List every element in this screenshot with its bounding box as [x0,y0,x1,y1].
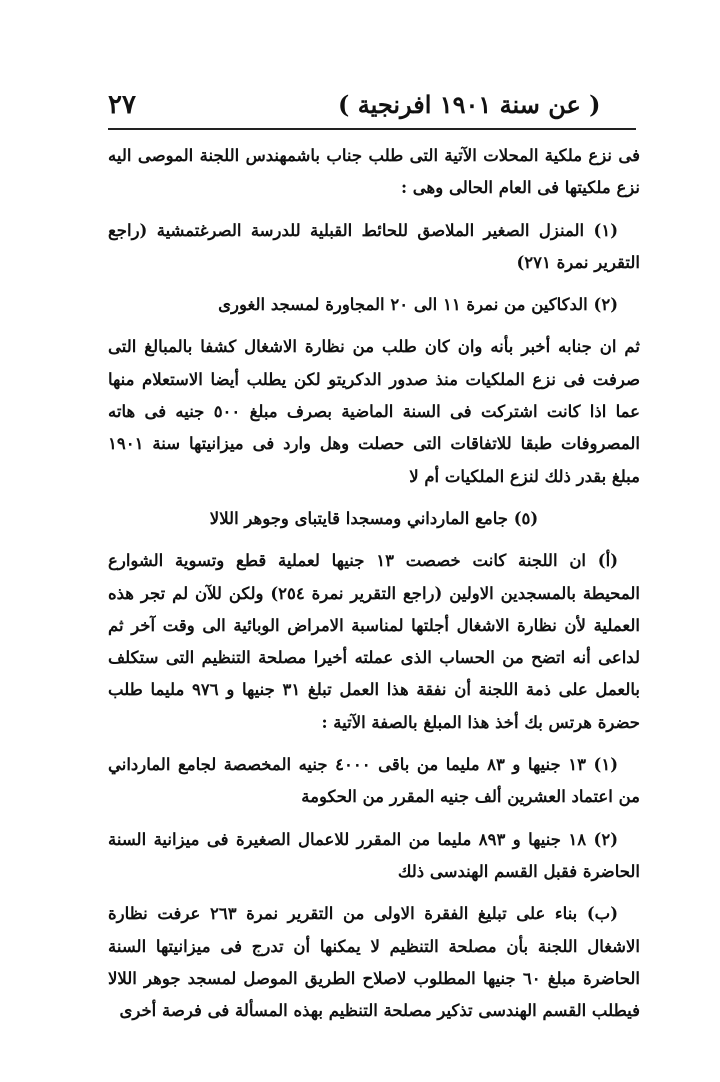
list-item-1: (١) المنزل الصغير الملاصق للحائط القبلية للدرسة الصرغتمشية (راجع التقرير نمرة ٢٧١) [108,220,640,272]
sub-item-2: (٢) ١٨ جنيها و ٨٩٣ مليما من المقرر للاعمال الصغيرة فى ميزانية السنة الحاضرة فقبل القسم الهندسى ذلك [108,829,640,881]
page-number: ٢٧ [108,90,136,120]
inquiry-paragraph: ثم ان جنابه أخبر بأنه وان كان طلب من نظارة الاشغال كشفا بالمبالغ التى صرفت فى نزع الملكيات منذ صدور الدكريتو لكن يطلب أيضا الاستعلام منها عما اذا كانت اشتركت فى السنة الماضية بصرف مبلغ ٥٠٠ جنيه فى هاته المصروفات طبقا للاتفاقات التى حصلت وهل وارد فى ميزانيتها سنة ١٩٠١ مبلغ بقدر ذلك لنزع الملكيات أم لا [108,337,641,486]
list-item-2: (٢) الدكاكين من نمرة ١١ الى ٢٠ المجاورة لمسجد الغورى [218,295,618,315]
running-title: ( عن سنة ١٩٠١ افرنجية ) [338,90,601,119]
paragraph-a: (أ) ان اللجنة كانت خصصت ١٣ جنيها لعملية قطع وتسوية الشوارع المحيطة بالمسجدين الاولين (راجع التقرير نمرة ٢٥٤) ولكن للآن لم تجر هذه العملية لأن نظارة الاشغال أجلتها لمناسبة الامراض الوبائية الى وقت آخر ثم لداعى أنه اتضح من الحساب الذى عملته أخيرا مصلحة التنظيم التى ستكلف بالعمل على ذمة اللجنة أن نفقة هذا العمل تبلغ ٣١ جنيها و ٩٧٦ مليما طلب حضرة هرتس بك أخذ هذا المبلغ بالصفة الآتية : [108,551,640,732]
sub-item-1: (١) ١٣ جنيها و ٨٣ مليما من باقى ٤٠٠٠ جنيه المخصصة لجامع المارداني من اعتماد العشرين ألف جنيه المقرر من الحكومة [108,755,640,807]
page-header [108,88,636,130]
paragraph-b: (ب) بناء على تبليغ الفقرة الاولى من التقرير نمرة ٢٦٣ عرفت نظارة الاشغال اللجنة بأن مصلحة التنظيم لا يمكنها أن تدرج فى ميزانيتها السنة الحاضرة مبلغ ٦٠ جنيها المطلوب لاصلاح الطريق الموصل لمسجد جوهر اللالا فيطلب القسم الهندسى تذكير مصلحة التنظيم بهذه المسألة فى فرصة أخرى [108,904,640,1021]
intro-paragraph: فى نزع ملكية المحلات الآتية التى طلب جناب باشمهندس اللجنة الموصى اليه نزع ملكيتها فى العام الحالى وهى : [108,146,640,198]
page-body [108,140,640,1037]
section-heading: (٥) جامع المارداني ومسجدا قايتباى وجوهر اللالا [209,508,539,528]
